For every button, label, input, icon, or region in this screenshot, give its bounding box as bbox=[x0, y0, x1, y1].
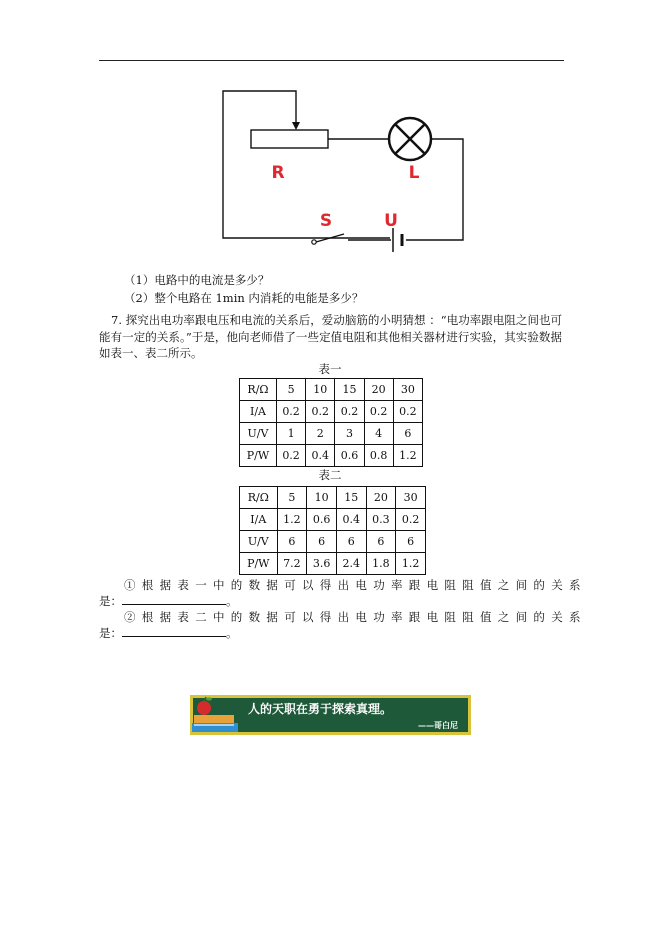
circuit-diagram bbox=[218, 84, 468, 264]
table2-caption: 表二 bbox=[318, 468, 342, 482]
table1-row bbox=[240, 445, 423, 467]
answer-1-prefix: 是： bbox=[99, 594, 122, 608]
table1-cell: 2 bbox=[306, 423, 335, 445]
header-rule bbox=[99, 60, 564, 61]
question-2: （2）整个电路在 1min 内消耗的电能是多少？ bbox=[124, 291, 364, 305]
table2-row bbox=[240, 553, 426, 575]
table2-cell: 10 bbox=[307, 487, 337, 509]
fill-answer-2-line bbox=[99, 625, 238, 641]
table2-cell: 6 bbox=[336, 531, 366, 553]
problem-7-number: 7. bbox=[111, 313, 122, 327]
table2-cell: 30 bbox=[396, 487, 426, 509]
fill-question-1: ①根据表一中的数据可以得出电功率跟电阻阻值之间的关系 bbox=[124, 578, 587, 592]
answer-1-blank[interactable] bbox=[122, 593, 226, 605]
battery-U-icon bbox=[393, 228, 402, 252]
table1-row bbox=[240, 379, 423, 401]
table2-row-header: P/W bbox=[240, 553, 278, 575]
table1-cell: 10 bbox=[306, 379, 335, 401]
table1-cell: 30 bbox=[393, 379, 422, 401]
table2-cell: 0.6 bbox=[307, 509, 337, 531]
answer-2-prefix: 是： bbox=[99, 626, 122, 640]
table2-cell: 5 bbox=[277, 487, 307, 509]
answer-1-end: 。 bbox=[226, 594, 238, 608]
table1 bbox=[239, 378, 423, 467]
table1-row-header: I/A bbox=[240, 401, 277, 423]
table1-cell: 5 bbox=[276, 379, 305, 401]
table1-row-header: U/V bbox=[240, 423, 277, 445]
table2-cell: 1.2 bbox=[396, 553, 426, 575]
resistor-R bbox=[251, 130, 328, 148]
table1-cell: 1 bbox=[276, 423, 305, 445]
problem-7-text: 探究出电功率跟电压和电流的关系后，爱动脑筋的小明猜想 ：“电功率跟电阻之间也可能有一定的关系。”于是，他向老师借了一些定值电阻和其他相关器材进行实验，其实验数据如表一、表二所示。 bbox=[99, 313, 563, 360]
table2-row-header: I/A bbox=[240, 509, 278, 531]
table2-cell: 3.6 bbox=[307, 553, 337, 575]
table2-cell: 1.8 bbox=[366, 553, 396, 575]
table1-row bbox=[240, 401, 423, 423]
answer-2-blank[interactable] bbox=[122, 625, 226, 637]
table1-caption: 表一 bbox=[318, 362, 342, 376]
table1-cell: 20 bbox=[364, 379, 393, 401]
question-1: （1）电路中的电流是多少？ bbox=[124, 273, 270, 287]
table1-cell: 0.4 bbox=[306, 445, 335, 467]
table1-cell: 0.2 bbox=[276, 445, 305, 467]
table1-cell: 0.2 bbox=[276, 401, 305, 423]
table2-cell: 6 bbox=[366, 531, 396, 553]
label-U: U bbox=[384, 211, 398, 231]
table2 bbox=[239, 486, 426, 575]
answer-2-end: 。 bbox=[226, 626, 238, 640]
table2-row-header: R/Ω bbox=[240, 487, 278, 509]
table1-row bbox=[240, 423, 423, 445]
table2-cell: 6 bbox=[396, 531, 426, 553]
table1-cell: 3 bbox=[335, 423, 364, 445]
switch-S-pivot bbox=[312, 240, 316, 244]
slider-arrow-icon bbox=[292, 122, 300, 130]
table2-cell: 0.2 bbox=[396, 509, 426, 531]
quote-banner bbox=[190, 695, 471, 735]
table1-cell: 0.2 bbox=[393, 401, 422, 423]
lamp-L-icon bbox=[389, 118, 431, 160]
fill-answer-1-line bbox=[99, 593, 238, 609]
table1-cell: 0.2 bbox=[306, 401, 335, 423]
label-R: R bbox=[271, 163, 285, 183]
table1-row-header: R/Ω bbox=[240, 379, 277, 401]
table1-cell: 15 bbox=[335, 379, 364, 401]
table2-cell: 20 bbox=[366, 487, 396, 509]
table1-row-header: P/W bbox=[240, 445, 277, 467]
table2-cell: 6 bbox=[307, 531, 337, 553]
label-S: S bbox=[319, 211, 333, 231]
table2-cell: 7.2 bbox=[277, 553, 307, 575]
table2-cell: 0.4 bbox=[336, 509, 366, 531]
table1-cell: 6 bbox=[393, 423, 422, 445]
banner-quote: 人的天职在勇于探索真理。 bbox=[248, 702, 393, 716]
table1-cell: 0.2 bbox=[335, 401, 364, 423]
table2-cell: 6 bbox=[277, 531, 307, 553]
problem-7 bbox=[99, 312, 562, 362]
table2-row bbox=[240, 509, 426, 531]
table1-cell: 0.6 bbox=[335, 445, 364, 467]
table1-cell: 0.8 bbox=[364, 445, 393, 467]
table1-cell: 0.2 bbox=[364, 401, 393, 423]
banner-author: ——哥白尼 bbox=[418, 721, 458, 730]
table2-row bbox=[240, 487, 426, 509]
table2-cell: 1.2 bbox=[277, 509, 307, 531]
fill-question-2: ②根据表二中的数据可以得出电功率跟电阻阻值之间的关系 bbox=[124, 610, 587, 624]
table2-cell: 2.4 bbox=[336, 553, 366, 575]
table2-cell: 15 bbox=[336, 487, 366, 509]
table2-row-header: U/V bbox=[240, 531, 278, 553]
circuit-wire-outer bbox=[223, 91, 390, 238]
table1-cell: 1.2 bbox=[393, 445, 422, 467]
label-L: L bbox=[408, 163, 420, 183]
table2-cell: 0.3 bbox=[366, 509, 396, 531]
table2-row bbox=[240, 531, 426, 553]
table1-cell: 4 bbox=[364, 423, 393, 445]
